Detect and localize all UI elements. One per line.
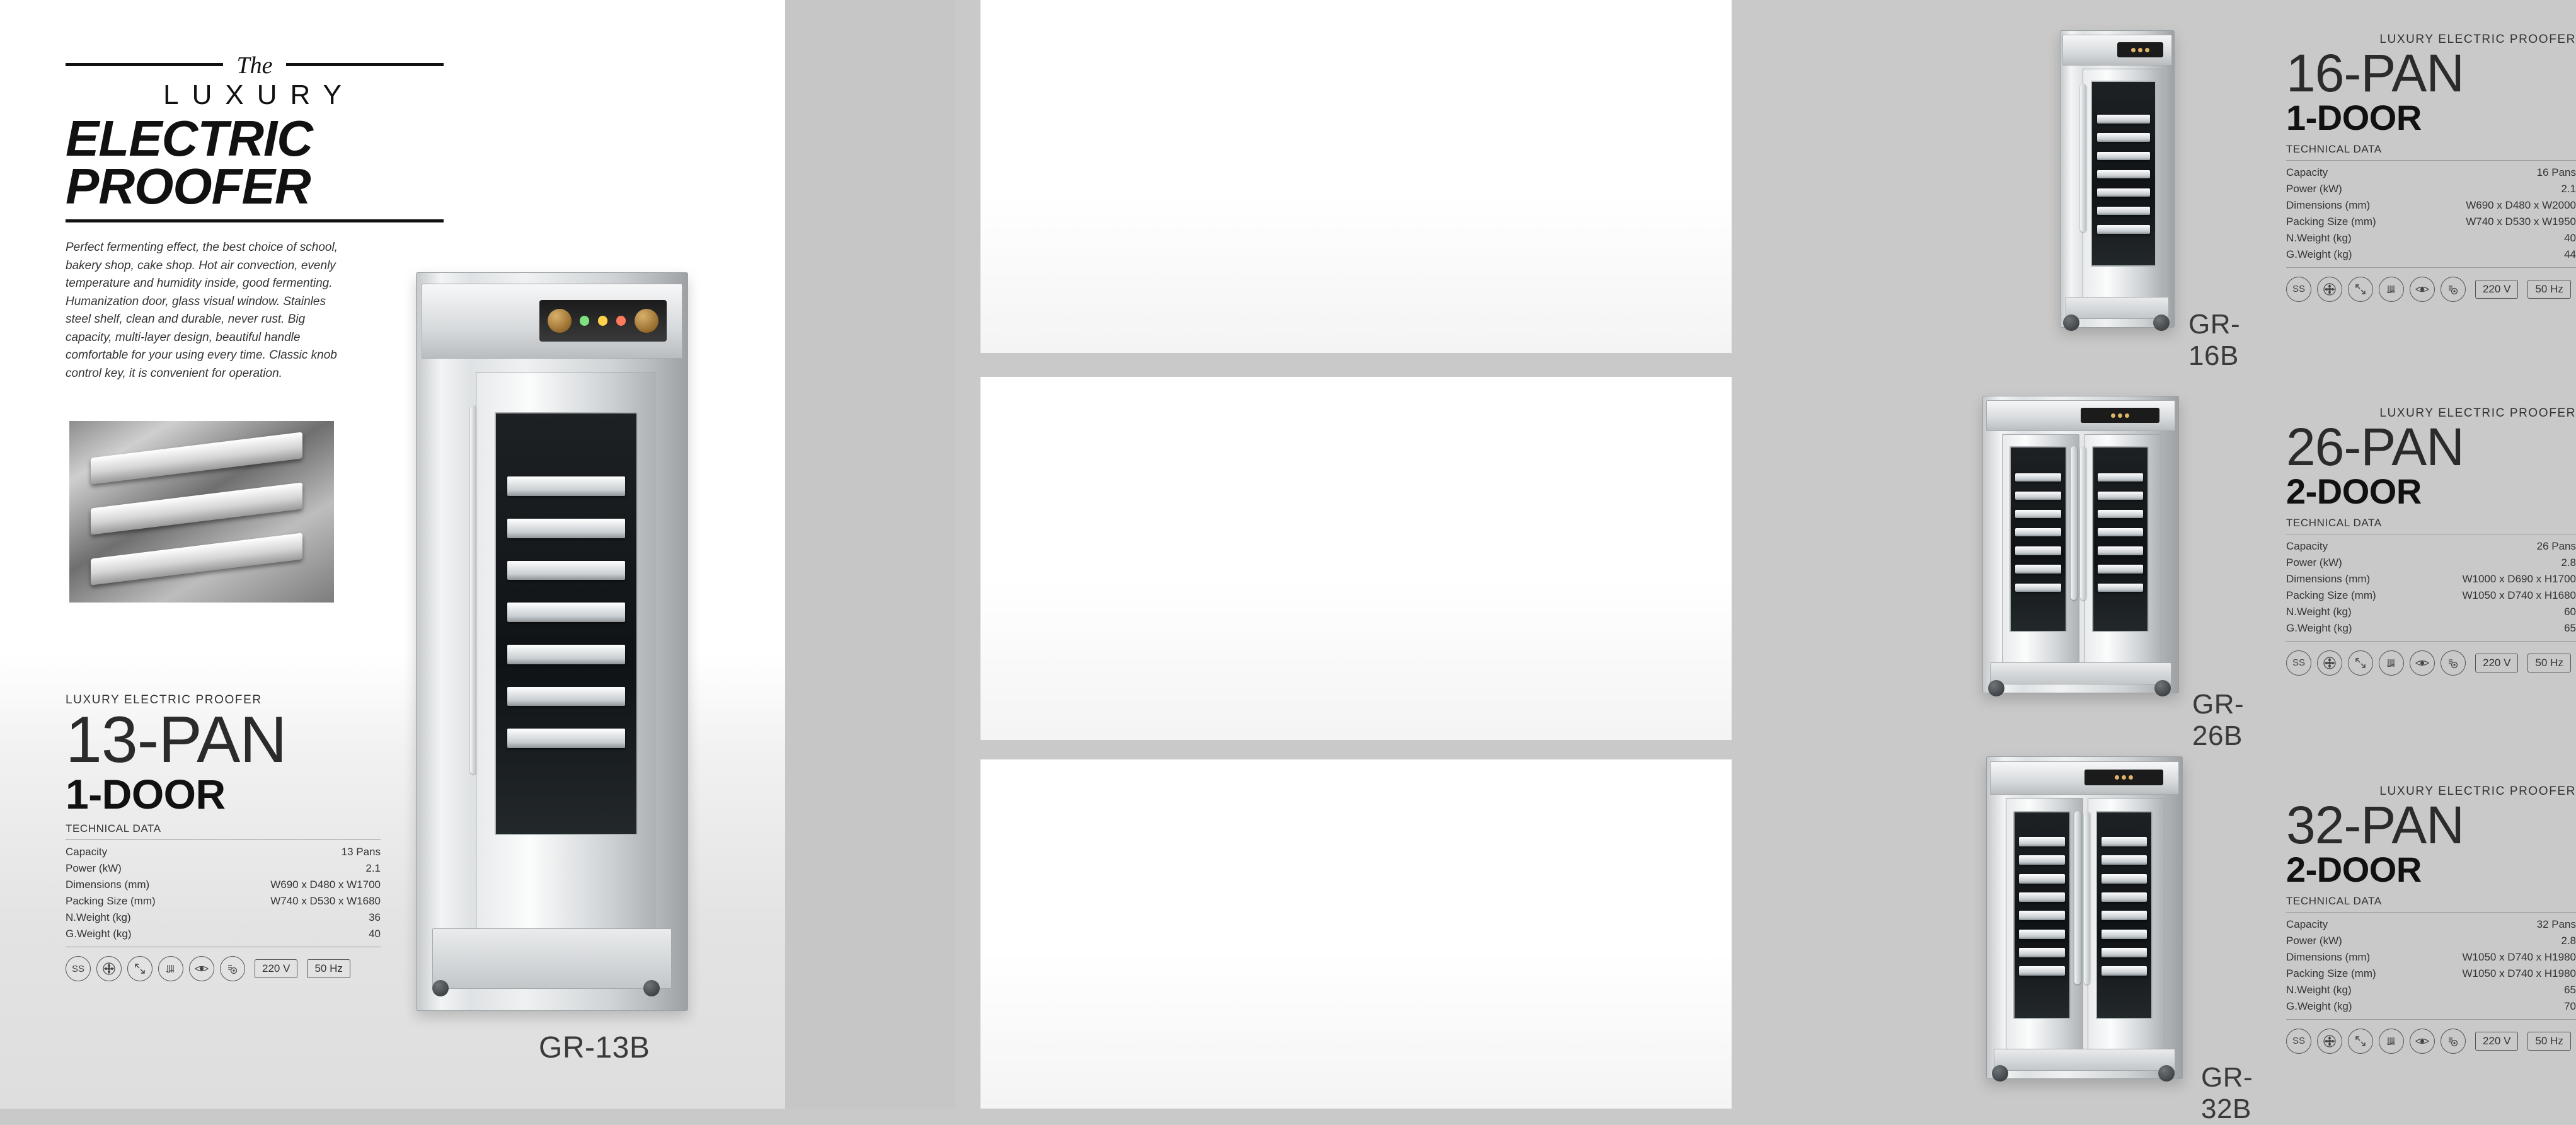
viewing-window-right (2092, 446, 2149, 632)
card-background (980, 759, 1732, 1109)
temperature-control-icon (2441, 650, 2466, 676)
shelf-photo-1 (91, 432, 302, 484)
row-value: 2.8 (2561, 556, 2576, 568)
table-row (66, 926, 381, 942)
shelf (2097, 225, 2151, 233)
shelf (2019, 948, 2065, 957)
shelf (2097, 152, 2151, 160)
right-page (955, 0, 2576, 1124)
control-panel (2117, 42, 2163, 57)
caster-wheel (2158, 1065, 2175, 1082)
row-label: N.Weight (kg) (2286, 605, 2352, 618)
spec-door-gr13b: 1-DOOR (66, 771, 226, 817)
caster-wheel (2153, 314, 2170, 331)
visual-window-icon (2410, 1029, 2435, 1054)
model-label-gr32b: GR-32B (2201, 1062, 2253, 1124)
door-handle[interactable] (470, 405, 476, 774)
row-label: Packing Size (mm) (2286, 589, 2376, 601)
row-label: Capacity (66, 846, 108, 858)
row-label: Power (kW) (2286, 934, 2342, 947)
table-row (2286, 214, 2576, 230)
control-panel (2081, 408, 2159, 423)
spec-divider-bottom-gr16b (2286, 267, 2576, 268)
row-value: 26 Pans (2536, 539, 2576, 552)
table-row (2286, 164, 2576, 181)
row-label: Capacity (2286, 918, 2328, 930)
shelf (2098, 565, 2144, 573)
hero-line-2: PROOFER (66, 158, 311, 214)
spec-divider-gr16b (2286, 160, 2576, 161)
door-handle-left[interactable] (2071, 446, 2077, 600)
row-value: 13 Pans (341, 846, 381, 858)
humidity-icon (2379, 1029, 2404, 1054)
voltage-badge-gr13b: 220 V (255, 959, 297, 978)
row-value: W1050 x D740 x H1980 (2462, 950, 2576, 963)
voltage-badge-gr32b: 220 V (2475, 1032, 2518, 1051)
table-row (66, 877, 381, 893)
shelf (2098, 492, 2144, 500)
row-label: Dimensions (mm) (2286, 199, 2371, 211)
row-label: Packing Size (mm) (2286, 215, 2376, 228)
row-label: Dimensions (mm) (2286, 572, 2371, 585)
spec-block-gr32b (2286, 785, 2576, 1054)
control-head-panel (1986, 400, 2175, 431)
row-value: W1050 x D740 x H1980 (2462, 967, 2576, 979)
shelf (2098, 510, 2144, 518)
shelf (507, 645, 626, 664)
hero-title-block (66, 52, 444, 383)
rule-left (66, 63, 223, 66)
expand-arrows-icon (2348, 650, 2373, 676)
model-label-gr13b: GR-13B (539, 1031, 650, 1064)
row-label: Dimensions (mm) (66, 879, 150, 891)
row-value: W1000 x D690 x H1700 (2462, 572, 2576, 585)
knob-right[interactable] (635, 309, 658, 333)
row-value: W1050 x D740 x H1680 (2462, 589, 2576, 601)
door-handle-left[interactable] (2074, 811, 2081, 984)
shelf (2019, 855, 2065, 865)
table-row (2286, 604, 2576, 620)
table-row (66, 909, 381, 926)
viewing-window-left (2010, 446, 2067, 632)
stainless-steel-icon: SS (66, 956, 91, 981)
spec-technical-data-label-gr26b: TECHNICAL DATA (2286, 516, 2382, 529)
spec-kicker-gr26b: LUXURY ELECTRIC PROOFER (2379, 407, 2576, 420)
visual-window-icon (2410, 650, 2435, 676)
product-image-gr32b (1986, 756, 2182, 1078)
row-value: 60 (2564, 605, 2576, 618)
indicator-led-green (580, 316, 589, 325)
row-label: Capacity (2286, 166, 2328, 178)
row-label: Dimensions (mm) (2286, 950, 2371, 963)
feature-icons-gr32b (2286, 1029, 2576, 1054)
shelf (2097, 170, 2151, 178)
spec-divider-gr32b (2286, 912, 2576, 913)
row-value: 16 Pans (2536, 166, 2576, 178)
spec-kicker-gr32b: LUXURY ELECTRIC PROOFER (2379, 785, 2576, 798)
table-row (2286, 933, 2576, 949)
row-label: Power (kW) (66, 862, 122, 875)
row-label: N.Weight (kg) (66, 911, 131, 924)
humidity-icon (2379, 650, 2404, 676)
shelf (2015, 473, 2061, 482)
shelf (2102, 837, 2148, 846)
hero-bottom-rule (66, 219, 444, 222)
spec-pan-gr26b: 26-PAN (2286, 417, 2464, 476)
table-row (2286, 197, 2576, 214)
humidity-icon (158, 956, 183, 981)
viewing-window (495, 412, 638, 835)
spec-technical-data-label-gr13b: TECHNICAL DATA (66, 822, 161, 835)
shelf (507, 476, 626, 496)
control-head-panel (2062, 35, 2173, 66)
control-head-panel (1990, 761, 2179, 795)
hero-the: The (228, 52, 282, 79)
indicator-led-yellow (2138, 48, 2142, 52)
door-handle-right[interactable] (2084, 811, 2090, 984)
indicator-led-yellow (2122, 775, 2126, 780)
shelf (507, 519, 626, 538)
spec-kicker-gr16b: LUXURY ELECTRIC PROOFER (2379, 33, 2576, 46)
rule-right (286, 63, 444, 66)
spec-door-gr16b: 1-DOOR (2286, 98, 2422, 137)
caster-wheel (432, 980, 449, 996)
visual-window-icon (189, 956, 214, 981)
shelf (2102, 948, 2148, 957)
shelf-photo-2 (91, 482, 302, 534)
frequency-badge-gr26b: 50 Hz (2527, 654, 2570, 672)
row-label: N.Weight (kg) (2286, 231, 2352, 244)
row-value: 40 (2564, 231, 2576, 244)
spec-pan-gr32b: 32-PAN (2286, 795, 2464, 855)
table-row (2286, 246, 2576, 263)
shelf (2097, 207, 2151, 215)
feature-icons-gr13b (66, 956, 381, 981)
viewing-window-left (2013, 811, 2071, 1019)
table-row (2286, 998, 2576, 1015)
door-handle[interactable] (2080, 84, 2086, 232)
row-value: 2.8 (2561, 934, 2576, 947)
humidity-icon (2379, 277, 2404, 302)
table-row (2286, 982, 2576, 998)
indicator-led-green (2115, 775, 2119, 780)
fan-convection-icon (96, 956, 122, 981)
row-label: Packing Size (mm) (2286, 967, 2376, 979)
row-value: W740 x D530 x W1680 (270, 895, 381, 908)
feature-icons-gr16b (2286, 277, 2576, 302)
spec-door-gr26b: 2-DOOR (2286, 471, 2422, 511)
spec-block-gr26b (2286, 407, 2576, 676)
frequency-badge-gr13b: 50 Hz (307, 959, 350, 978)
page-gutter (785, 0, 955, 1109)
spec-divider-gr13b (66, 839, 381, 840)
shelf (2098, 546, 2144, 555)
shelf (2097, 188, 2151, 197)
table-row (2286, 587, 2576, 604)
shelf (2015, 492, 2061, 500)
shelf (2102, 892, 2148, 902)
control-panel (539, 300, 667, 342)
spec-table-gr13b (66, 844, 381, 942)
card-background (980, 377, 1732, 740)
row-value: 70 (2564, 1000, 2576, 1012)
shelf (2102, 930, 2148, 939)
control-panel (2084, 770, 2163, 786)
spec-table-gr16b (2286, 164, 2576, 263)
shelf (507, 729, 626, 748)
expand-arrows-icon (127, 956, 152, 981)
hero-top-rule (66, 52, 444, 79)
product-card-gr16b (980, 0, 1732, 353)
viewing-window (2091, 81, 2157, 267)
table-row (66, 893, 381, 909)
shelf (2015, 565, 2061, 573)
shelf (2019, 966, 2065, 976)
fan-convection-icon (2317, 1029, 2342, 1054)
shelf (2098, 584, 2144, 592)
shelf (507, 603, 626, 622)
table-row (2286, 555, 2576, 571)
card-background (980, 0, 1732, 353)
shelf (507, 561, 626, 580)
table-row (2286, 538, 2576, 555)
shelf (2102, 966, 2148, 976)
spec-kicker-gr13b: LUXURY ELECTRIC PROOFER (66, 693, 262, 707)
shelf (2019, 892, 2065, 902)
product-image-gr16b (2060, 30, 2173, 326)
row-value: 2.1 (365, 862, 381, 875)
base-panel (1994, 1049, 2175, 1071)
row-value: 36 (369, 911, 381, 924)
shelf (2019, 874, 2065, 884)
temperature-control-icon (2441, 1029, 2466, 1054)
shelf-photo-3 (91, 533, 302, 585)
fan-convection-icon (2317, 650, 2342, 676)
table-row (2286, 949, 2576, 966)
caster-wheel (2154, 680, 2171, 696)
model-label-gr26b: GR-26B (2192, 689, 2245, 751)
row-label: G.Weight (kg) (2286, 621, 2352, 634)
spec-door-gr32b: 2-DOOR (2286, 850, 2422, 889)
detail-photo-shelves (69, 421, 334, 603)
base-panel (2066, 297, 2169, 319)
indicator-led-green (2111, 413, 2115, 418)
row-label: G.Weight (kg) (2286, 1000, 2352, 1012)
row-label: Capacity (2286, 539, 2328, 552)
shelf (2015, 546, 2061, 555)
shelf (2098, 473, 2144, 482)
shelf (507, 687, 626, 707)
table-row (66, 844, 381, 860)
product-image-gr26b (1982, 396, 2178, 692)
row-value: 2.1 (2561, 182, 2576, 195)
spec-divider-bottom-gr32b (2286, 1019, 2576, 1020)
stainless-steel-icon: SS (2286, 650, 2311, 676)
caster-wheel (2063, 314, 2079, 331)
table-row (2286, 181, 2576, 197)
stainless-steel-icon: SS (2286, 277, 2311, 302)
expand-arrows-icon (2348, 1029, 2373, 1054)
left-page (0, 0, 785, 1109)
temperature-control-icon (220, 956, 245, 981)
spec-technical-data-label-gr16b: TECHNICAL DATA (2286, 142, 2382, 155)
row-value: W690 x D480 x W1700 (270, 879, 381, 891)
shelf (2097, 133, 2151, 141)
spec-block-gr13b (66, 693, 381, 981)
indicator-led-green (2131, 48, 2136, 52)
shelf (2019, 930, 2065, 939)
indicator-led-red (616, 316, 626, 325)
voltage-badge-gr16b: 220 V (2475, 280, 2518, 299)
indicator-led-yellow (2118, 413, 2122, 418)
row-label: G.Weight (kg) (66, 928, 132, 940)
shelf (2019, 911, 2065, 920)
shelf (2015, 528, 2061, 536)
product-image-gr13b (416, 272, 687, 1010)
table-row (2286, 571, 2576, 587)
door-handle-right[interactable] (2080, 446, 2086, 600)
indicator-led-red (2145, 48, 2149, 52)
product-card-gr32b (980, 759, 1732, 1109)
row-value: 44 (2564, 248, 2576, 260)
shelf (2102, 874, 2148, 884)
table-row (2286, 966, 2576, 982)
shelf (2102, 855, 2148, 865)
spec-block-gr16b (2286, 33, 2576, 302)
hero-description: Perfect fermenting effect, the best choice of school, bakery shop, cake shop. Hot air convection, evenly temperature and humidity inside, good fermenting. Humanization door, glass visual window. Stainles steel shelf, clean and durable, never rust. Big capacity, multi-layer design, beautiful handle comfortable for your using every time. Classic knob control key, it is convenient for operation. (66, 241, 338, 380)
row-value: W690 x D480 x W2000 (2466, 199, 2576, 211)
shelf (2015, 510, 2061, 518)
base-panel (432, 928, 672, 989)
knob-left[interactable] (548, 309, 572, 333)
shelf (2097, 115, 2151, 123)
row-label: G.Weight (kg) (2286, 248, 2352, 260)
row-value: W740 x D530 x W1950 (2466, 215, 2576, 228)
spec-technical-data-label-gr32b: TECHNICAL DATA (2286, 894, 2382, 907)
visual-window-icon (2410, 277, 2435, 302)
shelf (2019, 837, 2065, 846)
row-value: 32 Pans (2536, 918, 2576, 930)
expand-arrows-icon (2348, 277, 2373, 302)
product-card-gr26b (980, 377, 1732, 740)
row-label: Packing Size (mm) (66, 895, 156, 908)
fan-convection-icon (2317, 277, 2342, 302)
viewing-window-right (2096, 811, 2153, 1019)
shelf (2098, 528, 2144, 536)
frequency-badge-gr16b: 50 Hz (2527, 280, 2570, 299)
feature-icons-gr26b (2286, 650, 2576, 676)
base-panel (1990, 662, 2171, 684)
table-row (2286, 916, 2576, 933)
row-label: Power (kW) (2286, 556, 2342, 568)
row-label: N.Weight (kg) (2286, 983, 2352, 996)
shelf (2015, 584, 2061, 592)
table-row (2286, 620, 2576, 637)
indicator-led-red (2129, 775, 2133, 780)
row-label: Power (kW) (2286, 182, 2342, 195)
hero-luxury: LUXURY (163, 79, 355, 110)
spec-pan-gr16b: 16-PAN (2286, 43, 2464, 103)
row-value: 65 (2564, 621, 2576, 634)
model-label-gr16b: GR-16B (2188, 309, 2241, 371)
temperature-control-icon (2441, 277, 2466, 302)
voltage-badge-gr26b: 220 V (2475, 654, 2518, 672)
caster-wheel (1988, 680, 2004, 696)
hero-line-1: ELECTRIC (66, 110, 313, 166)
caster-wheel (1992, 1065, 2008, 1082)
control-head-panel (422, 284, 683, 359)
spec-divider-bottom-gr26b (2286, 641, 2576, 642)
row-value: 65 (2564, 983, 2576, 996)
spec-pan-gr13b: 13-PAN (66, 703, 287, 776)
shelf (2102, 911, 2148, 920)
table-row (66, 860, 381, 877)
stainless-steel-icon: SS (2286, 1029, 2311, 1054)
row-value: 40 (369, 928, 381, 940)
indicator-led-red (2125, 413, 2129, 418)
indicator-led-yellow (598, 316, 607, 325)
spec-table-gr32b (2286, 916, 2576, 1015)
spec-table-gr26b (2286, 538, 2576, 637)
table-row (2286, 230, 2576, 246)
frequency-badge-gr32b: 50 Hz (2527, 1032, 2570, 1051)
